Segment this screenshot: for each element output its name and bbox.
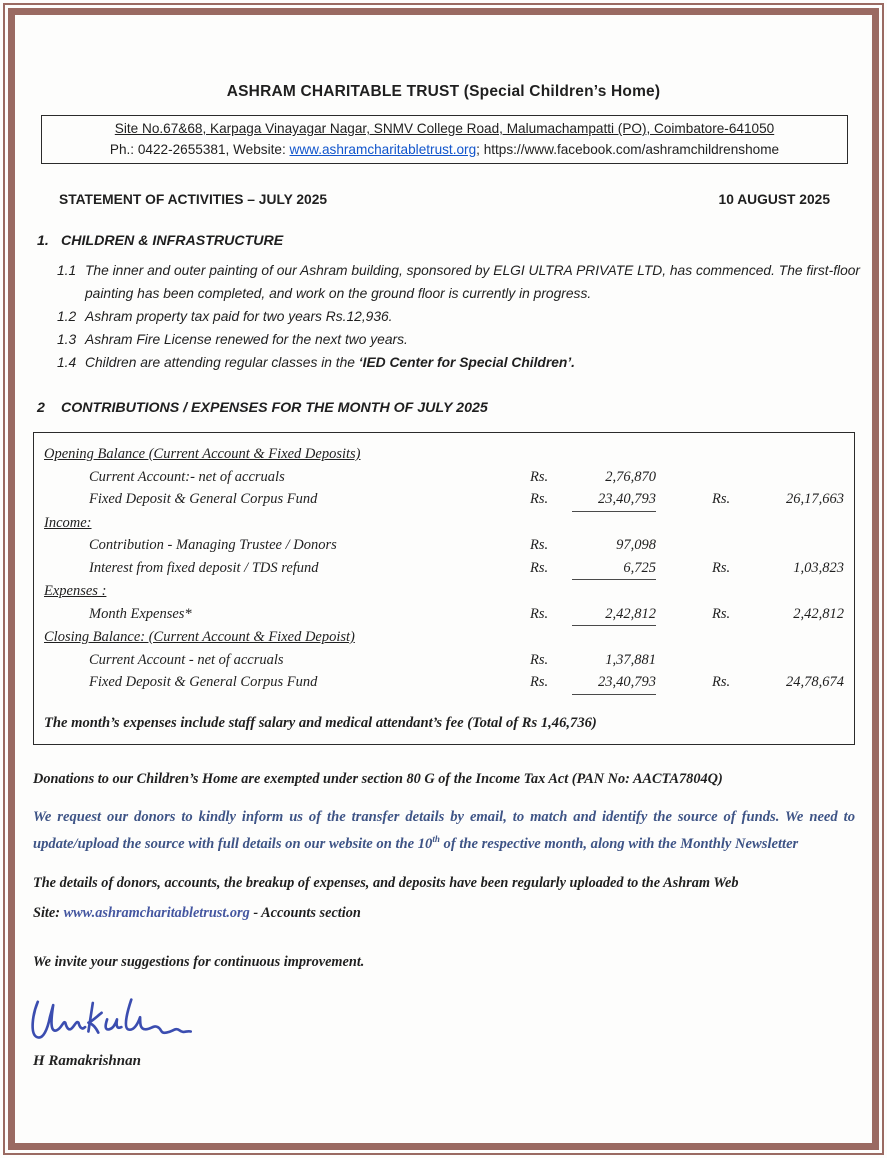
signature-block — [29, 993, 866, 1070]
web-upload-line-2 — [33, 898, 866, 928]
page-title: ASHRAM CHARITABLE TRUST (Special Children’s Home) — [226, 83, 661, 100]
donor-request-text-2: of the respective month, along with the Monthly Newsletter — [439, 835, 799, 852]
section-1-number: 1. — [37, 233, 49, 249]
item-text — [85, 351, 862, 374]
ledger-heading: Expenses : — [44, 583, 107, 599]
amount-total: 1,03,823 — [793, 559, 844, 576]
ledger-heading-row — [44, 512, 844, 535]
list-item — [57, 351, 862, 374]
amount-value: 2,42,812 — [572, 603, 656, 627]
amount-total: 26,17,663 — [786, 491, 844, 507]
amount-total: 24,78,674 — [786, 674, 844, 690]
ledger-heading: Opening Balance (Current Account & Fixed Deposits) — [44, 446, 361, 462]
ledger-label: Fixed Deposit & General Corpus Fund — [89, 674, 318, 690]
ledger-heading: Income: — [44, 514, 92, 531]
ledger-row — [44, 488, 844, 512]
list-item — [57, 328, 862, 351]
section-2-heading — [37, 400, 866, 416]
currency-label: Rs. — [530, 651, 549, 668]
suggestions-note: We invite your suggestions for continuous improvement. — [33, 954, 365, 971]
item-text: Ashram property tax paid for two years Rs.12,936. — [85, 309, 393, 324]
currency-label: Rs. — [530, 605, 549, 622]
currency-label: Rs. — [712, 605, 731, 622]
section-1-items — [57, 259, 862, 374]
section-2-number: 2 — [37, 400, 45, 416]
site-suffix: - Accounts section — [249, 905, 361, 922]
section-2-title: CONTRIBUTIONS / EXPENSES FOR THE MONTH OF JULY 2025 — [61, 400, 488, 416]
phone-text: Ph.: 0422-2655381, Website: — [109, 142, 290, 157]
ledger-row — [44, 603, 844, 627]
currency-label: Rs. — [530, 468, 549, 485]
address-line: Site No.67&68, Karpaga Vinayagar Nagar, SNMV College Road, Malumachampatti (PO), Coimbatore-641050 — [114, 121, 775, 136]
ledger-label: Interest from fixed deposit / TDS refund — [89, 559, 319, 576]
amount-value: 6,725 — [572, 557, 656, 581]
currency-label: Rs. — [712, 491, 731, 507]
item-number: 1.1 — [57, 263, 77, 278]
section-1-title: CHILDREN & INFRASTRUCTURE — [61, 233, 284, 249]
amount-value: 23,40,793 — [572, 488, 656, 512]
donor-request-text-1: We request our donors to kindly inform us of the transfer details by email, to match and identify the source of funds. We need to update/upload the source with full details on our website on the 10 — [33, 808, 855, 852]
letterhead-address-box — [41, 115, 848, 164]
document-content — [21, 21, 866, 1070]
ordinal-superscript: th — [432, 833, 440, 844]
item-text: The inner and outer painting of our Ashram building, sponsored by ELGI ULTRA PRIVATE LTD, has commenced. The first-floor painting has been completed, and work on the ground floor is currently in progress. — [85, 263, 861, 301]
amount-value: 97,098 — [616, 537, 656, 553]
ledger-heading-row — [44, 443, 844, 466]
website-link[interactable]: www.ashramcharitabletrust.org — [289, 142, 477, 157]
item-number: 1.2 — [57, 309, 77, 324]
amount-value: 1,37,881 — [605, 651, 656, 668]
signatory-name: H Ramakrishnan — [33, 1053, 141, 1070]
item-number: 1.3 — [57, 332, 77, 347]
expenses-footnote: The month’s expenses include staff salary and medical attendant’s fee (Total of Rs 1,46,736) — [44, 714, 597, 731]
signature-image — [29, 993, 194, 1048]
statement-header-row — [59, 192, 830, 207]
item-text: Ashram Fire License renewed for the next two years. — [85, 332, 408, 347]
amount-total: 2,42,812 — [793, 605, 844, 622]
ledger-label: Fixed Deposit & General Corpus Fund — [89, 491, 318, 507]
currency-label: Rs. — [530, 559, 549, 576]
currency-label: Rs. — [712, 559, 731, 576]
accounts-site-link[interactable]: www.ashramcharitabletrust.org — [63, 905, 250, 922]
contact-line — [44, 139, 845, 160]
ledger-row — [44, 649, 844, 672]
donor-request-note — [33, 806, 855, 855]
section-1-heading — [37, 233, 866, 249]
ledger-row — [44, 557, 844, 581]
site-label: Site: — [33, 905, 64, 922]
ledger-heading: Closing Balance: (Current Account & Fixed Depoist) — [44, 629, 355, 645]
item-number: 1.4 — [57, 355, 77, 370]
web-upload-note — [33, 868, 866, 928]
ledger-row — [44, 671, 844, 695]
item-text-prefix: Children are attending regular classes in the — [85, 355, 359, 370]
ledger-label: Current Account - net of accruals — [89, 651, 284, 668]
ledger-label: Contribution - Managing Trustee / Donors — [89, 537, 337, 553]
ledger-heading-row — [44, 626, 844, 649]
statement-title: STATEMENT OF ACTIVITIES – JULY 2025 — [59, 192, 328, 207]
ledger-label: Month Expenses* — [89, 605, 192, 622]
link-separator: ; — [476, 142, 484, 157]
currency-label: Rs. — [530, 491, 549, 507]
currency-label: Rs. — [530, 674, 549, 690]
ledger-row — [44, 534, 844, 557]
ledger-heading-row — [44, 580, 844, 603]
web-upload-line-1: The details of donors, accounts, the breakup of expenses, and deposits have been regularly uploaded to the Ashram Web — [33, 875, 739, 892]
list-item — [57, 305, 862, 328]
ledger-box — [33, 432, 855, 745]
amount-value: 2,76,870 — [605, 468, 656, 485]
tax-exemption-note: Donations to our Children’s Home are exempted under section 80 G of the Income Tax Act (PAN No: AACTA7804Q) — [33, 770, 723, 787]
ledger-row — [44, 466, 844, 489]
ledger-label: Current Account:- net of accruals — [89, 468, 285, 485]
list-item — [57, 259, 862, 305]
currency-label: Rs. — [530, 537, 549, 553]
facebook-url-text: https://www.facebook.com/ashramchildrenshome — [483, 142, 780, 157]
currency-label: Rs. — [712, 674, 731, 690]
amount-value: 23,40,793 — [572, 671, 656, 695]
item-text-bold: ‘IED Center for Special Children’. — [358, 355, 575, 370]
statement-date: 10 AUGUST 2025 — [718, 192, 830, 207]
